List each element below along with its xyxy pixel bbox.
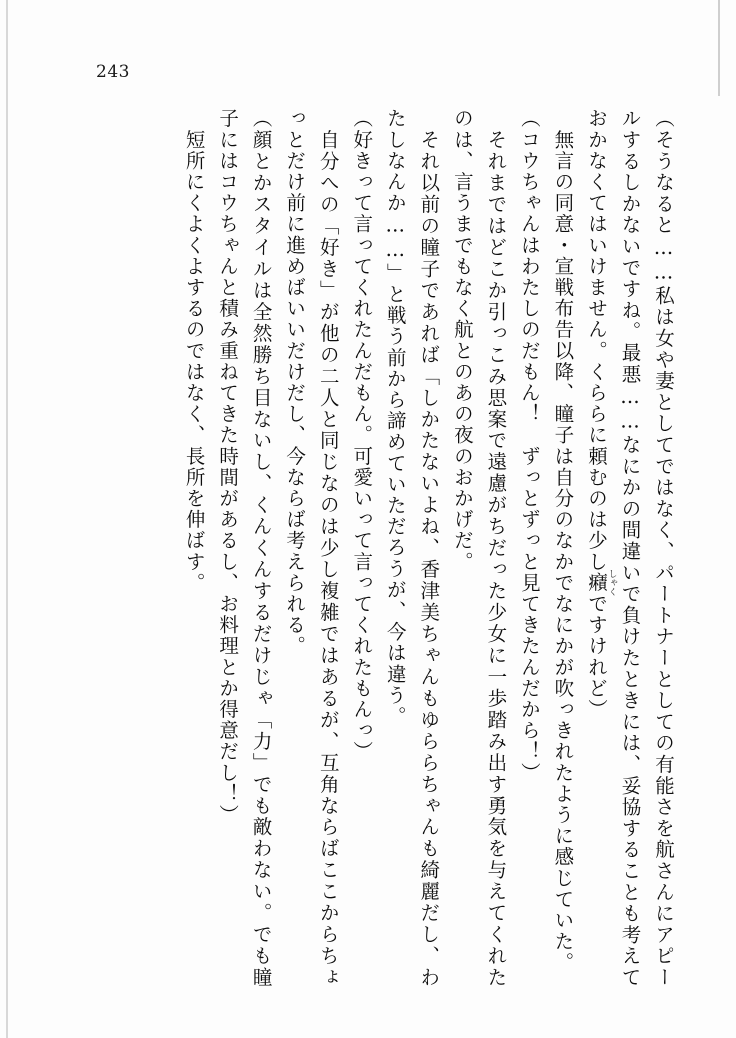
paragraph: それ以前の瞳子であれば「しかたないよね、香津美ちゃんもゆららちゃんも綺麗だし、わたしなんか……」と戦う前から諦めていただろうが、今は違う。 [383,108,441,988]
paragraph: （顔とかスタイルは全然勝ち目ないし、くんくんするだけじゃ「力」でも敵わない。でも瞳子にはコウちゃんと積み重ねてきた時間があるし、お料理とか得意だし！） [216,108,273,988]
paragraph: 無言の同意・宣戦布告以降、瞳子は自分のなかでなにかが吹っきれたように感じていた。 [551,108,575,974]
paragraph: （好きって言ってくれたんだもん。可愛いって言ってくれたもんっ） [350,108,374,763]
paragraph: （そうなると……私は女や妻としてではなく、パートナーとしての有能さを航さんにアピールするしかないですね。最悪……なにかの間違いで負けたときには、妥協することも考えておかなくてはいけません。くららに頼むのは少し癪しゃくですけれど） [584,108,675,988]
paragraph: （コウちゃんはわたしのだもん！ ずっとずっと見てきたんだから！） [517,108,541,784]
page-edge-left [6,0,8,1038]
page-number: 243 [96,62,130,82]
paragraph: それまではどこか引っこみ思案で遠慮がちだった少女に一歩踏み出す勇気を与えてくれたのは、言うまでもなく航とのあの夜のおかげだ。 [450,108,508,988]
paragraph: 自分への「好き」が他の二人と同じなのは少し複雑ではあるが、互角ならばここからちょっとだけ前に進めばいいだけだし、今ならば考えられる。 [283,108,340,988]
ruby-annotation: 癪しゃく [584,569,617,597]
paragraph: 短所にくよくよするのではなく、長所を伸ばす。 [182,108,206,594]
page-body-text [80,108,680,988]
page-edge-right [718,0,720,96]
